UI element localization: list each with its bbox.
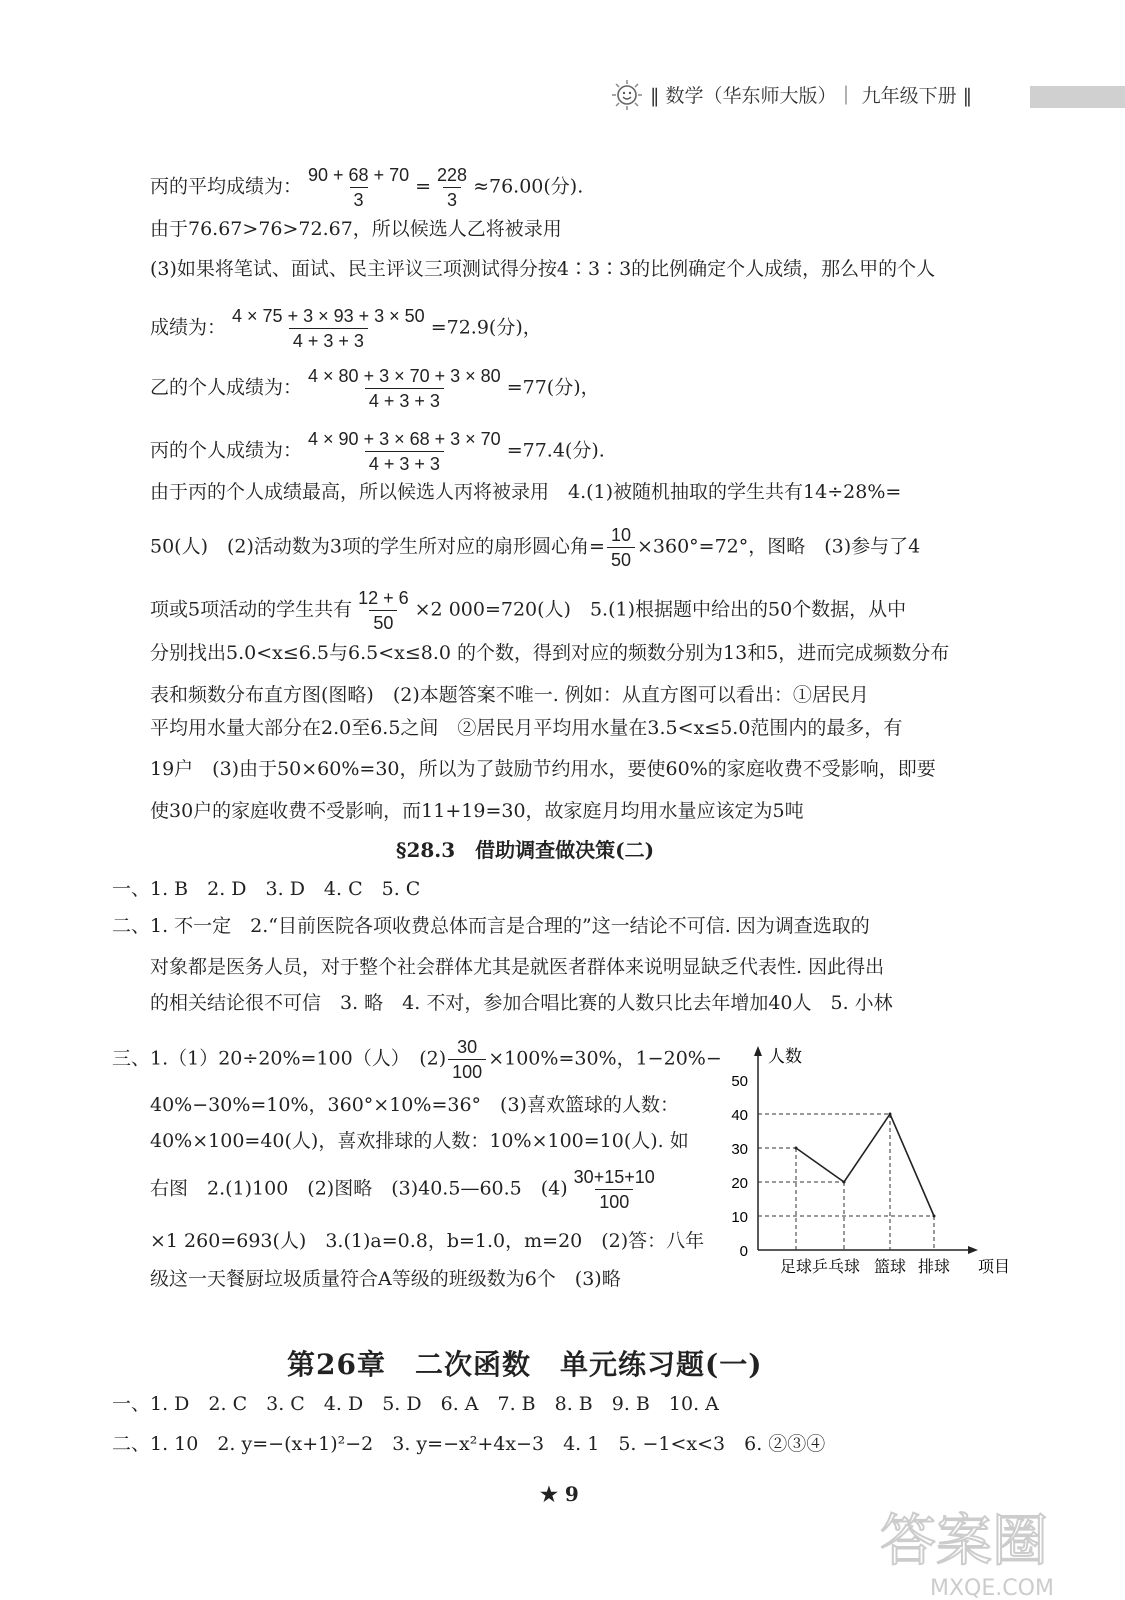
y-axis-label: 人数 (768, 1047, 802, 1067)
text-line-10: 分别找出5.0<x≤6.5与6.5<x≤8.0 的个数，得到对应的频数分别为13和5，进而完成频数分布 (150, 642, 950, 664)
text-line-14: 使30户的家庭收费不受影响，而11+19=30，故家庭月均用水量应该定为5吨 (150, 800, 804, 822)
answer-line-10: 级这一天餐厨垃圾质量符合A等级的班级数为6个 (3)略 (150, 1268, 621, 1290)
y-axis-arrow (754, 1046, 762, 1056)
answer-line-2: 二、1. 不一定 2.“目前医院各项收费总体而言是合理的”这一结论不可信. 因为调查选取的 (112, 915, 870, 937)
data-point (889, 1113, 892, 1116)
fraction: $\frac{10}{50}$ (607, 523, 635, 572)
y-tick-label: 40 (731, 1107, 748, 1124)
x-tick-label: 篮球 (873, 1257, 907, 1276)
fraction: $\frac{12 + 6}{50}$ (358, 588, 409, 633)
data-point (843, 1181, 846, 1184)
data-point (795, 1147, 798, 1150)
text-line-9: 项或5项活动的学生共有 $\frac{12 + 6}{50}$ ×2 000=720(人) 5.(1)根据题中给出的50个数据，从中 (150, 588, 907, 633)
watermark-logo (870, 1500, 1120, 1600)
y-tick-label: 50 (731, 1073, 748, 1090)
text-line-8: 50(人) (2)活动数为3项的学生所对应的扇形圆心角= $\frac{10}{50}$ ×360°=72°，图略 (3)参与了4 (150, 525, 921, 570)
text-line-2: 由于76.67>76>72.67，所以候选人乙将被录用 (150, 218, 562, 240)
text-line-12: 平均用水量大部分在2.0至6.5之间 ②居民月平均用水量在3.5<x≤5.0范围内的最多，有 (150, 717, 903, 739)
answer-line-9: ×1 260=693(人) 3.(1)a=0.8，b=1.0，m=20 (2)答：八年 (150, 1230, 705, 1252)
section-title: §28.3 借助调查做决策(二) (396, 838, 655, 862)
page-number: ★ 9 (540, 1482, 579, 1506)
x-tick-label: 乒乓球 (811, 1257, 861, 1276)
text-line-5: 乙的个人成绩为： $\frac{4 \times 80 + 3 \times 70 + 3 \times 80}{4 + 3 + 3}$ =77(分)， (150, 366, 600, 411)
y-tick-label: 10 (731, 1209, 748, 1226)
y-tick-label: 20 (731, 1175, 748, 1192)
text-line-11: 表和频数分布直方图(图略) (2)本题答案不唯一. 例如：从直方图可以看出：①居民月 (150, 684, 869, 706)
line-chart (720, 1040, 1020, 1280)
chapter-answer-2: 二、1. 10 2. y=−(x+1)²−2 3. y=−x²+4x−3 4. 1 5. −1<x<3 6. ②③④ (112, 1433, 826, 1455)
answer-line-3: 对象都是医务人员，对于整个社会群体尤其是就医者群体来说明显缺乏代表性. 因此得出 (150, 956, 885, 978)
answer-line-8: 右图 2.(1)100 (2)图略 (3)40.5—60.5 (4) $\frac{30+15+10}{100}$ (150, 1165, 661, 1214)
answer-line-7: 40%×100=40(人)，喜欢排球的人数：10%×100=10(人). 如 (150, 1130, 689, 1152)
fraction: $\frac{4 \times 90 + 3 \times 68 + 3 \times 70}{4 + 3 + 3}$ (308, 429, 501, 474)
fraction: $\frac{4 \times 80 + 3 \times 70 + 3 \times 80}{4 + 3 + 3}$ (308, 366, 501, 411)
text-line-7: 由于丙的个人成绩最高，所以候选人丙将被录用 4.(1)被随机抽取的学生共有14÷28%= (150, 481, 902, 503)
text-line-4: 成绩为： $\frac{4 \times 75 + 3 \times 93 + 3 \times 50}{4 + 3 + 3}$ =72.9(分)， (150, 306, 542, 351)
y-tick-label: 30 (731, 1141, 748, 1158)
fraction: $\frac{90 + 68 + 70}{3}$ (308, 165, 410, 210)
data-point (933, 1215, 936, 1218)
x-axis-arrow (968, 1246, 978, 1254)
x-axis-label: 项目 (978, 1257, 1011, 1276)
chapter-title: 第26章 二次函数 单元练习题(一) (287, 1348, 763, 1381)
text-line-1: 丙的平均成绩为： $\frac{90 + 68 + 70}{3}$ = $\frac{228}{3}$ ≈76.00(分). (150, 165, 584, 210)
svg-text:MXQE.COM: MXQE.COM (930, 1576, 1054, 1600)
sun-logo-icon (608, 78, 646, 112)
answer-line-6: 40%−30%=10%，360°×10%=36° (3)喜欢篮球的人数： (150, 1094, 679, 1116)
svg-text:答案圈: 答案圈 (880, 1509, 1048, 1574)
x-tick-label: 排球 (917, 1257, 951, 1276)
answer-line-5: 三、1.（1）20÷20%=100（人） (2) $\frac{30}{100}$ ×100%=30%，1−20%− (112, 1037, 722, 1082)
answer-line-1: 一、1. B 2. D 3. D 4. C 5. C (112, 878, 421, 900)
header-bar (1030, 86, 1125, 108)
text-line-13: 19户 (3)由于50×60%=30，所以为了鼓励节约用水，要使60%的家庭收费不受影响，即要 (150, 758, 936, 780)
text-line-6: 丙的个人成绩为： $\frac{4 \times 90 + 3 \times 68 + 3 \times 70}{4 + 3 + 3}$ =77.4(分). (150, 429, 605, 474)
fraction: $\frac{4 \times 75 + 3 \times 93 + 3 \times 50}{4 + 3 + 3}$ (232, 306, 425, 351)
y-tick-label: 0 (739, 1243, 748, 1260)
answer-line-4: 的相关结论很不可信 3. 略 4. 不对，参加合唱比赛的人数只比去年增加40人 5. 小林 (150, 992, 893, 1014)
chapter-answer-1: 一、1. D 2. C 3. C 4. D 5. D 6. A 7. B 8. B 9. B 10. A (112, 1393, 719, 1415)
fraction: $\frac{30}{100}$ (448, 1035, 486, 1084)
text-line-3: (3)如果将笔试、面试、民主评议三项测试得分按4∶3∶3的比例确定个人成绩，那么甲的个人 (150, 258, 936, 280)
header-title: ‖ 数学（华东师大版）｜ 九年级下册 ‖ (650, 85, 973, 107)
fraction: $\frac{30+15+10}{100}$ (573, 1167, 655, 1212)
data-line (796, 1114, 934, 1216)
x-tick-label: 足球 (779, 1257, 813, 1276)
fraction: $\frac{228}{3}$ (437, 165, 468, 210)
